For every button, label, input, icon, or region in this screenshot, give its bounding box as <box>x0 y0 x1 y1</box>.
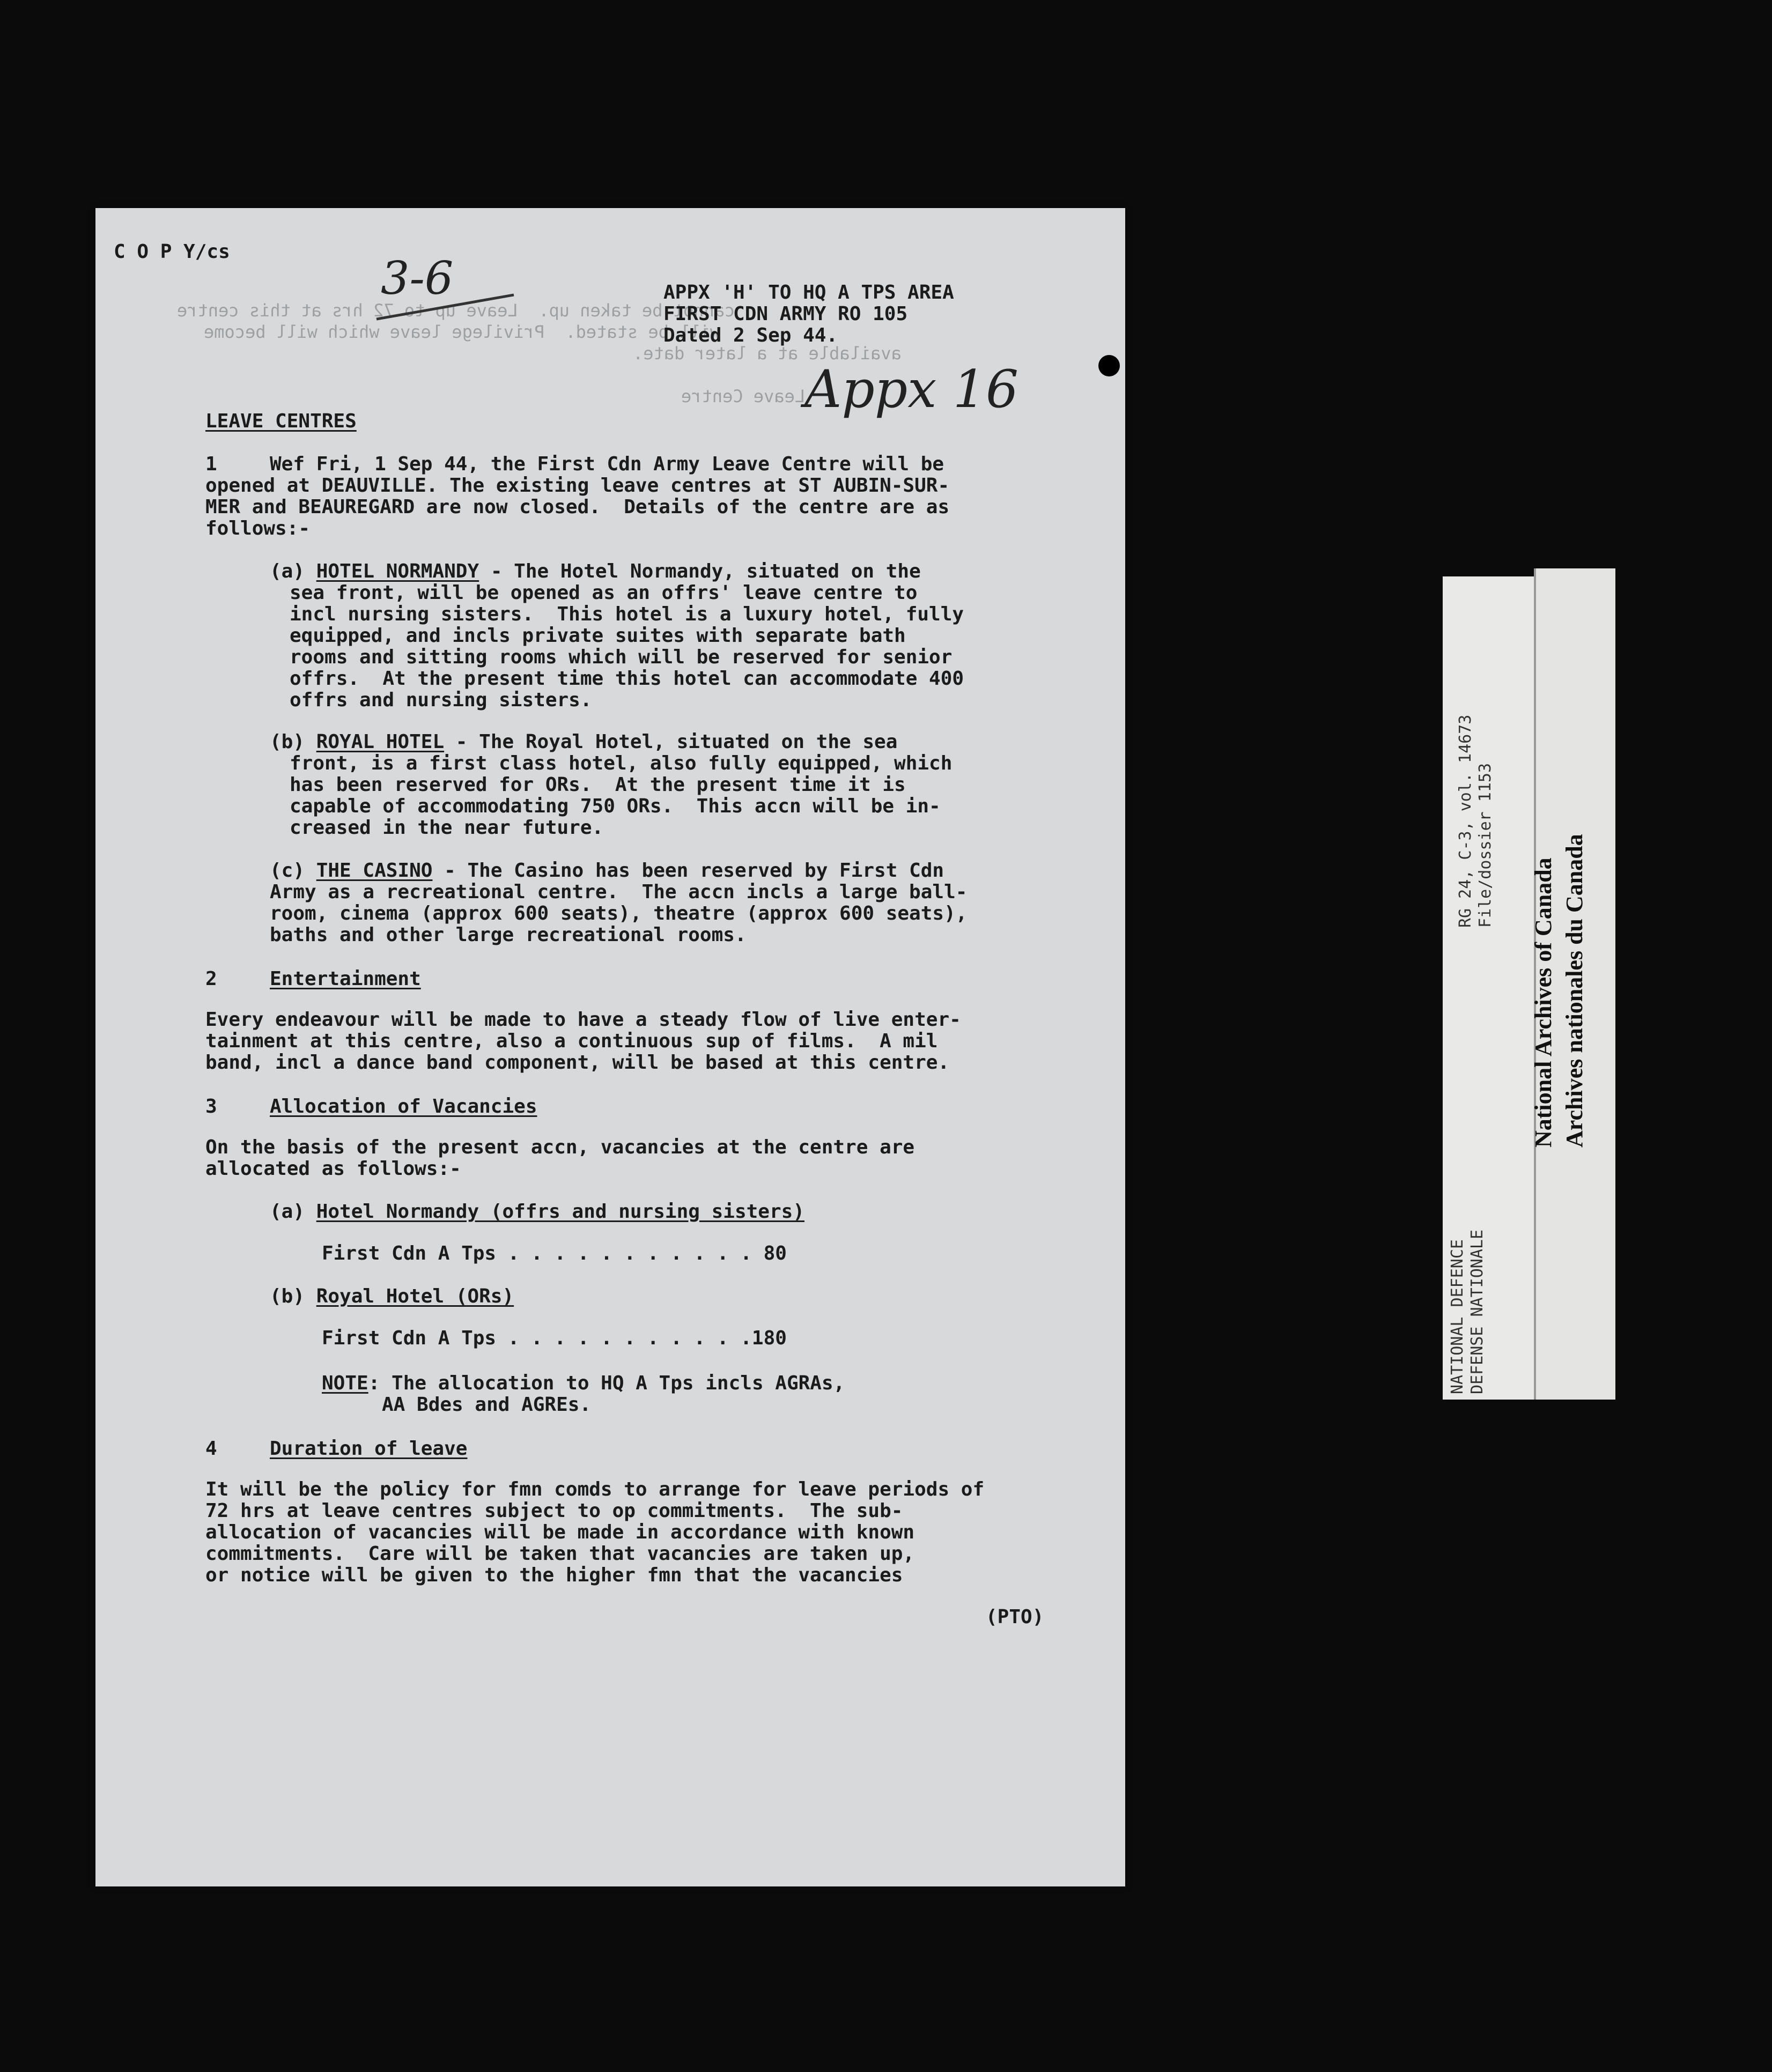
para-2-title: Entertainment <box>270 968 421 990</box>
sub-a-title: HOTEL NORMANDY <box>316 560 479 582</box>
note-line-2: AA Bdes and AGREs. <box>382 1394 592 1416</box>
archives-name-en: National Archives of Canada <box>1530 857 1556 1148</box>
para-4-line: allocation of vacancies will be made in accordance with known <box>205 1521 915 1543</box>
sub-c-first-line: (c) THE CASINO - The Casino has been reserved by First Cdn <box>270 860 944 882</box>
sub-b-line: capable of accommodating 750 ORs. This accn will be in- <box>290 795 941 817</box>
para-1-line: MER and BEAUREGARD are now closed. Details of the centre are as <box>205 496 950 518</box>
sub-c-line: room, cinema (approx 600 seats), theatre (approx 600 seats), <box>270 902 968 924</box>
para-1-line: follows:- <box>205 517 311 539</box>
para-4-title: Duration of leave <box>270 1438 468 1460</box>
para-4-line: or notice will be given to the higher fmn that the vacancies <box>205 1564 903 1586</box>
bleed-through-text: cannot be taken up. Leave up to 72 hrs at this centre <box>177 300 735 321</box>
para-3-number: 3 <box>205 1096 217 1118</box>
sub-a-line: rooms and sitting rooms which will be reserved for senior <box>290 646 953 668</box>
sub-a-line: equipped, and incls private suites with separate bath <box>290 625 906 647</box>
pto-mark: (PTO) <box>986 1606 1044 1628</box>
alloc-a-heading: (a) Hotel Normandy (offrs and nursing sisters) <box>270 1201 805 1223</box>
bleed-through-text: Leave Centre <box>681 386 806 406</box>
sub-b-line: has been reserved for ORs. At the present time it is <box>290 774 906 796</box>
para-3-line: On the basis of the present accn, vacancies at the centre are <box>205 1136 915 1158</box>
para-2-line: band, incl a dance band component, will be based at this centre. <box>205 1052 950 1074</box>
sub-b-line: creased in the near future. <box>290 817 604 839</box>
sub-c-line: Army as a recreational centre. The accn incls a large ball- <box>270 881 968 903</box>
handwritten-ref: 3-6 <box>381 252 454 305</box>
para-3-title: Allocation of Vacancies <box>270 1096 537 1118</box>
note-label: NOTE <box>322 1372 368 1394</box>
sub-a-line: offrs. At the present time this hotel can accommodate 400 <box>290 668 964 690</box>
sub-b-line: front, is a first class hotel, also fully equipped, which <box>290 752 953 774</box>
para-2-line: Every endeavour will be made to have a steady flow of live enter- <box>205 1009 961 1031</box>
para-4-number: 4 <box>205 1438 217 1460</box>
sub-c-line: baths and other large recreational rooms. <box>270 924 747 946</box>
copy-mark: C O P Y/cs <box>114 241 230 263</box>
para-4-line: 72 hrs at leave centres subject to op commitments. The sub- <box>205 1500 903 1522</box>
sub-c-title: THE CASINO <box>316 860 433 882</box>
header-line-3: Dated 2 Sep 44. <box>663 324 838 346</box>
para-1-number: 1 <box>205 453 217 475</box>
sub-b-title: ROYAL HOTEL <box>316 731 445 753</box>
archive-ref-2: File/dossier 1153 <box>1476 763 1495 928</box>
section-heading: LEAVE CENTRES <box>205 410 357 432</box>
bleed-through-text: will be stated. Privilege leave which will become <box>204 322 721 342</box>
para-4-line: It will be the policy for fmn comds to arrange for leave periods of <box>205 1478 985 1500</box>
header-line-2: FIRST CDN ARMY RO 105 <box>663 303 908 325</box>
bleed-through-text: available at a later date. <box>633 343 902 364</box>
handwritten-appx: Appx 16 <box>804 359 1019 419</box>
sub-a-first-line: (a) HOTEL NORMANDY - The Hotel Normandy, situated on the <box>270 560 921 582</box>
alloc-b-heading: (b) Royal Hotel (ORs) <box>270 1285 514 1307</box>
national-defence-fr: DEFENSE NATIONALE <box>1468 1229 1487 1394</box>
para-1-line: Wef Fri, 1 Sep 44, the First Cdn Army Leave Centre will be <box>270 453 944 475</box>
header-line-1: APPX 'H' TO HQ A TPS AREA <box>663 282 954 304</box>
para-2-line: tainment at this centre, also a continuous sup of films. A mil <box>205 1030 938 1052</box>
para-4-line: commitments. Care will be taken that vacancies are taken up, <box>205 1543 915 1565</box>
punch-hole <box>1098 355 1120 376</box>
note-line-1: NOTE: The allocation to HQ A Tps incls AGRAs, <box>322 1372 845 1394</box>
national-defence-en: NATIONAL DEFENCE <box>1448 1239 1467 1394</box>
alloc-b-line: First Cdn A Tps . . . . . . . . . . .180 <box>322 1327 787 1349</box>
para-1-line: opened at DEAUVILLE. The existing leave centres at ST AUBIN-SUR- <box>205 475 950 497</box>
sub-a-line: incl nursing sisters. This hotel is a luxury hotel, fully <box>290 603 964 625</box>
para-2-number: 2 <box>205 968 217 990</box>
sub-b-first-line: (b) ROYAL HOTEL - The Royal Hotel, situated on the sea <box>270 731 898 753</box>
sub-a-line: offrs and nursing sisters. <box>290 689 592 711</box>
sub-a-line: sea front, will be opened as an offrs' leave centre to <box>290 582 918 604</box>
archive-ref-1: RG 24, C-3, vol. 14673 <box>1456 714 1475 928</box>
alloc-a-line: First Cdn A Tps . . . . . . . . . . . 80 <box>322 1242 787 1264</box>
archives-name-fr: Archives nationales du Canada <box>1561 834 1588 1148</box>
para-3-line: allocated as follows:- <box>205 1158 461 1180</box>
